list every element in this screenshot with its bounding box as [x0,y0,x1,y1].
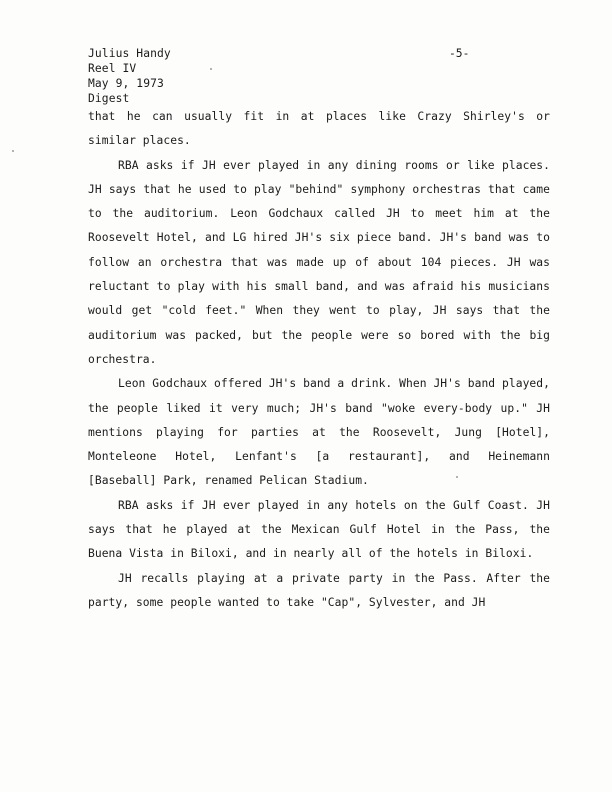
document-type: Digest [88,92,130,105]
paragraph-3: Leon Godchaux offered JH's band a drink. When JH's band played, the people liked it very much; JH's band "woke every-body up." JH mentions playing for parties at the Roosevelt, Jung [Hotel], Monteleone Hotel, Lenfant's [a restaurant], and Heinemann [Baseball] Park, renamed Pelican Stadium. [88,377,550,488]
scan-speck [456,476,458,478]
body-text [88,105,550,615]
page-header [88,46,171,106]
paragraph-1: that he can usually fit in at places like Crazy Shirley's or similar places. [88,110,550,148]
interview-date: May 9, 1973 [88,77,164,90]
interviewee-name: Julius Handy [88,47,171,60]
paragraph-2: RBA asks if JH ever played in any dining rooms or like places. JH says that he used to play "behind" symphony orchestras that came to the auditorium. Leon Godchaux called JH to meet him at the Roosevelt Hotel, and LG hired JH's six piece band. JH's band was to follow an orchestra that was made up of about 104 pieces. JH was reluctant to play with his small band, and was afraid his musicians would get "cold feet." When they went to play, JH says that the auditorium was packed, but the people were so bored with the big orchestra. [88,158,550,366]
paragraph-4: RBA asks if JH ever played in any hotels on the Gulf Coast. JH says that he played at the Mexican Gulf Hotel in the Pass, the Buena Vista in Biloxi, and in nearly all of the hotels in Biloxi. [88,498,550,561]
scan-speck [210,68,212,70]
reel-label: Reel IV [88,62,137,75]
scan-speck [12,150,14,152]
paragraph-5: JH recalls playing at a private party in the Pass. After the party, some people wanted to take "Cap", Sylvester, and JH [88,571,550,609]
page-number: -5- [449,47,470,60]
